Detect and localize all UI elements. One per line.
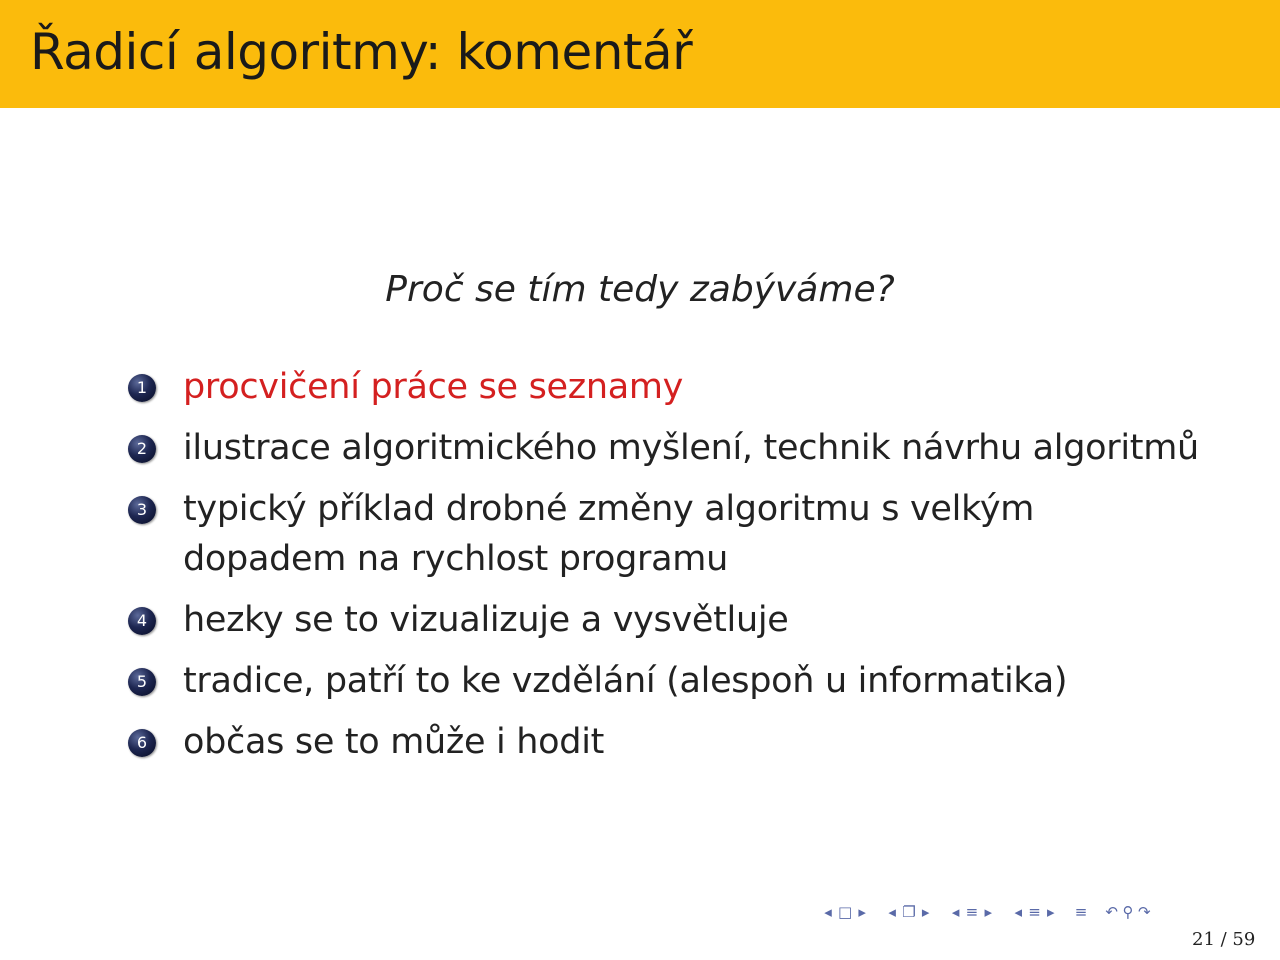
slide-question: Proč se tím tedy zabýváme?: [385, 269, 895, 310]
list-item: [126, 423, 1236, 473]
list-item-text: ilustrace algoritmického myšlení, technik návrhu algoritmů: [183, 428, 1199, 468]
align-icon[interactable]: ≡: [1074, 903, 1088, 921]
arrow-right-icon[interactable]: ▸: [921, 903, 930, 921]
document-icon[interactable]: ≡: [1028, 903, 1041, 921]
title-bar: [0, 0, 1280, 108]
list-item-text: hezky se to vizualizuje a vysvětluje: [183, 600, 789, 640]
search-icon[interactable]: ⚲: [1122, 903, 1134, 921]
list-item: [126, 362, 1236, 412]
enumerated-list: [126, 362, 1236, 778]
list-item: [126, 656, 1236, 706]
list-item: [126, 484, 1236, 584]
arrow-left-icon[interactable]: ◂: [951, 903, 960, 921]
forward-icon[interactable]: ↷: [1137, 903, 1151, 921]
arrow-left-icon[interactable]: ◂: [1014, 903, 1022, 921]
list-item: [126, 717, 1236, 767]
list-item: [126, 595, 1236, 645]
section-icon[interactable]: ≡: [965, 903, 979, 921]
back-icon[interactable]: ↶: [1105, 903, 1118, 921]
list-item-text: typický příklad drobné změny algoritmu s velkým dopadem na rychlost programu: [183, 489, 1035, 579]
arrow-left-icon[interactable]: ◂: [824, 903, 832, 921]
number-bullet-icon: 5: [128, 668, 156, 696]
arrow-left-icon[interactable]: ◂: [888, 903, 896, 921]
number-bullet-icon: 1: [128, 374, 156, 402]
list-item-text: občas se to může i hodit: [183, 722, 605, 762]
slide-title: Řadicí algoritmy: komentář: [30, 23, 693, 81]
subsection-icon[interactable]: ❐: [902, 903, 916, 921]
arrow-right-icon[interactable]: ▸: [984, 903, 992, 921]
page-number: 21 / 59: [1192, 929, 1256, 950]
number-bullet-icon: 4: [128, 607, 156, 635]
number-bullet-icon: 3: [128, 496, 156, 524]
list-item-text: tradice, patří to ke vzdělání (alespoň u informatika): [183, 661, 1068, 701]
arrow-right-icon[interactable]: ▸: [1047, 903, 1055, 921]
number-bullet-icon: 2: [128, 435, 156, 463]
beamer-navigation: [822, 898, 1151, 926]
number-bullet-icon: 6: [128, 729, 156, 757]
arrow-right-icon[interactable]: ▸: [858, 903, 866, 921]
list-item-text: procvičení práce se seznamy: [183, 367, 684, 407]
frame-icon[interactable]: □: [838, 903, 853, 921]
